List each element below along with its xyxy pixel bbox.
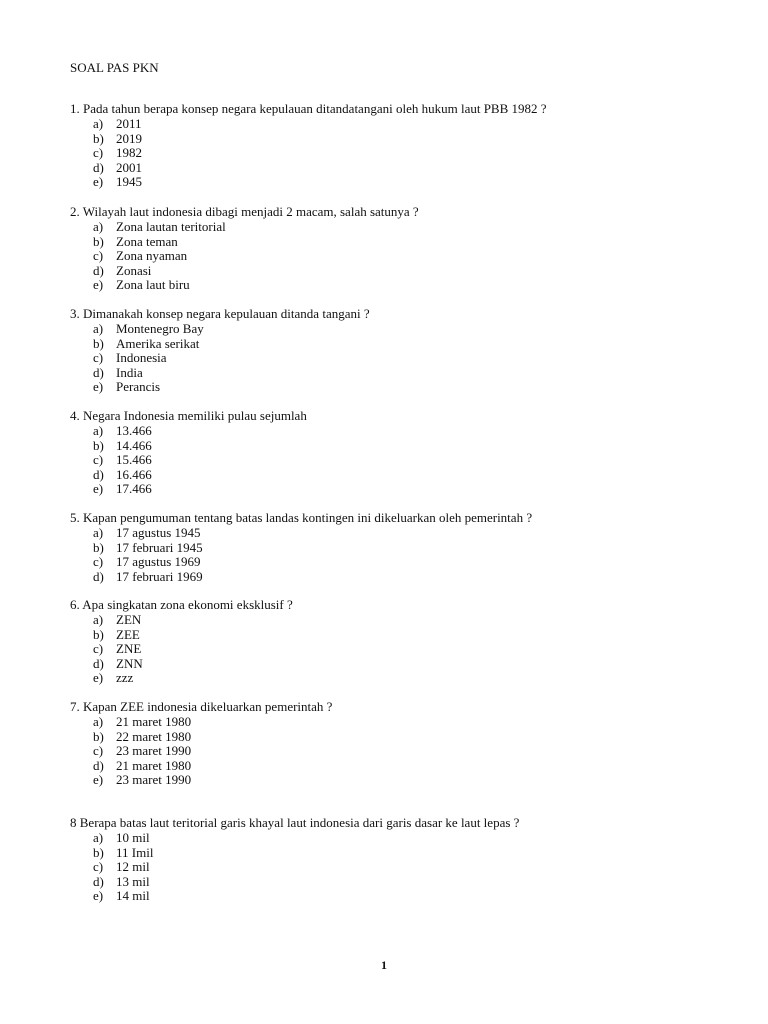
- option-letter: e): [93, 481, 104, 497]
- option-letter: b): [93, 539, 104, 555]
- option-text: 2001: [116, 159, 142, 175]
- option-item: [70, 366, 370, 381]
- option-letter: c): [93, 743, 104, 759]
- question-text: 8 Berapa batas laut teritorial garis khayal laut indonesia dari garis dasar ke laut lepas ?: [70, 815, 520, 830]
- option-text: ZNE: [116, 641, 142, 657]
- option-item: [70, 875, 519, 890]
- option-list: [70, 613, 293, 686]
- option-text: India: [116, 364, 143, 380]
- option-letter: d): [93, 262, 104, 278]
- option-list: [70, 117, 547, 190]
- question-8: [70, 815, 519, 904]
- option-item: [70, 468, 307, 483]
- option-text: Zonasi: [116, 262, 152, 278]
- page-number: 1: [381, 958, 387, 972]
- question-text: 2. Wilayah laut indonesia dibagi menjadi 2 macam, salah satunya ?: [70, 204, 419, 219]
- question-text: 4. Negara Indonesia memiliki pulau sejumlah: [70, 408, 307, 423]
- option-item: [70, 278, 419, 293]
- option-letter: c): [93, 145, 104, 161]
- option-item: [70, 235, 419, 250]
- option-text: 17 februari 1969: [116, 568, 203, 584]
- option-letter: b): [93, 233, 104, 249]
- option-text: 17 februari 1945: [116, 539, 203, 555]
- option-letter: a): [93, 321, 104, 336]
- option-item: [70, 175, 547, 190]
- option-letter: e): [93, 888, 104, 904]
- option-text: 17 agustus 1945: [116, 525, 201, 540]
- option-list: [70, 526, 532, 584]
- option-letter: d): [93, 873, 104, 889]
- option-text: 11 Imil: [116, 844, 154, 860]
- option-text: 14 mil: [116, 888, 150, 904]
- option-letter: e): [93, 174, 104, 190]
- option-letter: b): [93, 437, 104, 453]
- question-text: 1. Pada tahun berapa konsep negara kepulauan ditandatangani oleh hukum laut PBB 1982 ?: [70, 101, 547, 116]
- question-text: 3. Dimanakah konsep negara kepulauan ditanda tangani ?: [70, 306, 370, 321]
- option-letter: b): [93, 728, 104, 744]
- option-text: 17.466: [116, 481, 152, 497]
- option-text: Indonesia: [116, 350, 167, 366]
- option-letter: a): [93, 714, 104, 729]
- option-item: [70, 831, 519, 846]
- question-2: [70, 204, 419, 293]
- question-text: 6. Apa singkatan zona ekonomi eksklusif ?: [70, 597, 293, 612]
- option-text: 2019: [116, 130, 142, 146]
- option-text: Zona nyaman: [116, 248, 188, 264]
- option-text: 21 maret 1980: [116, 757, 192, 773]
- option-item: [70, 860, 519, 875]
- question-text: 7. Kapan ZEE indonesia dikeluarkan pemerintah ?: [70, 699, 333, 714]
- option-list: [70, 220, 419, 293]
- option-text: ZNN: [116, 655, 143, 671]
- option-text: 22 maret 1980: [116, 728, 192, 744]
- option-text: 2011: [116, 116, 142, 131]
- option-letter: a): [93, 830, 104, 845]
- option-item: [70, 380, 370, 395]
- option-letter: d): [93, 466, 104, 482]
- option-text: 10 mil: [116, 830, 150, 845]
- option-letter: b): [93, 130, 104, 146]
- option-item: [70, 642, 293, 657]
- question-6: [70, 597, 293, 686]
- option-letter: c): [93, 248, 104, 264]
- document-title: SOAL PAS PKN: [70, 60, 159, 75]
- option-text: 1945: [116, 174, 142, 190]
- option-text: 13 mil: [116, 873, 150, 889]
- option-item: [70, 146, 547, 161]
- option-letter: c): [93, 350, 104, 366]
- option-letter: e): [93, 670, 104, 686]
- option-letter: c): [93, 554, 104, 570]
- option-item: [70, 759, 332, 774]
- option-text: Perancis: [116, 379, 161, 395]
- option-item: [70, 322, 370, 337]
- option-item: [70, 730, 332, 745]
- option-text: 21 maret 1980: [116, 714, 192, 729]
- option-text: 13.466: [116, 423, 152, 438]
- option-letter: e): [93, 379, 104, 395]
- option-item: [70, 117, 547, 132]
- option-letter: e): [93, 277, 104, 293]
- option-letter: a): [93, 116, 104, 131]
- question-3: [70, 306, 370, 395]
- option-item: [70, 249, 419, 264]
- option-text: Zona teman: [116, 233, 178, 249]
- option-item: [70, 264, 419, 279]
- option-list: [70, 831, 519, 904]
- question-1: [70, 101, 547, 190]
- option-letter: b): [93, 626, 104, 642]
- option-letter: a): [93, 219, 104, 234]
- option-item: [70, 715, 332, 730]
- option-text: Montenegro Bay: [116, 321, 204, 336]
- option-item: [70, 132, 547, 147]
- option-letter: c): [93, 452, 104, 468]
- option-item: [70, 744, 332, 759]
- option-letter: e): [93, 772, 104, 788]
- option-text: Zona laut biru: [116, 277, 190, 293]
- option-text: Amerika serikat: [116, 335, 200, 351]
- option-letter: a): [93, 423, 104, 438]
- option-letter: c): [93, 859, 104, 875]
- option-list: [70, 424, 307, 497]
- option-item: [70, 846, 519, 861]
- option-item: [70, 671, 293, 686]
- option-text: 1982: [116, 145, 142, 161]
- option-text: 15.466: [116, 452, 152, 468]
- option-letter: d): [93, 364, 104, 380]
- option-item: [70, 555, 532, 570]
- option-item: [70, 889, 519, 904]
- option-letter: a): [93, 612, 104, 627]
- option-list: [70, 322, 370, 395]
- option-text: 12 mil: [116, 859, 150, 875]
- option-item: [70, 628, 293, 643]
- question-4: [70, 408, 307, 497]
- option-text: ZEE: [116, 626, 140, 642]
- option-text: Zona lautan teritorial: [116, 219, 226, 234]
- option-text: 16.466: [116, 466, 152, 482]
- option-item: [70, 613, 293, 628]
- option-item: [70, 424, 307, 439]
- option-item: [70, 439, 307, 454]
- option-text: 23 maret 1990: [116, 743, 192, 759]
- option-letter: a): [93, 525, 104, 540]
- option-item: [70, 541, 532, 556]
- option-item: [70, 161, 547, 176]
- option-text: zzz: [116, 670, 134, 686]
- option-item: [70, 220, 419, 235]
- option-letter: d): [93, 757, 104, 773]
- option-item: [70, 773, 332, 788]
- option-text: 14.466: [116, 437, 152, 453]
- option-item: [70, 570, 532, 585]
- option-item: [70, 657, 293, 672]
- option-item: [70, 453, 307, 468]
- option-letter: d): [93, 568, 104, 584]
- option-letter: d): [93, 655, 104, 671]
- option-letter: d): [93, 159, 104, 175]
- option-text: 17 agustus 1969: [116, 554, 201, 570]
- question-5: [70, 510, 532, 584]
- option-letter: b): [93, 844, 104, 860]
- option-item: [70, 337, 370, 352]
- option-item: [70, 482, 307, 497]
- question-text: 5. Kapan pengumuman tentang batas landas kontingen ini dikeluarkan oleh pemerintah ?: [70, 510, 533, 525]
- option-text: 23 maret 1990: [116, 772, 192, 788]
- question-7: [70, 699, 332, 788]
- option-letter: b): [93, 335, 104, 351]
- option-text: ZEN: [116, 612, 142, 627]
- option-item: [70, 351, 370, 366]
- option-item: [70, 526, 532, 541]
- option-list: [70, 715, 332, 788]
- option-letter: c): [93, 641, 104, 657]
